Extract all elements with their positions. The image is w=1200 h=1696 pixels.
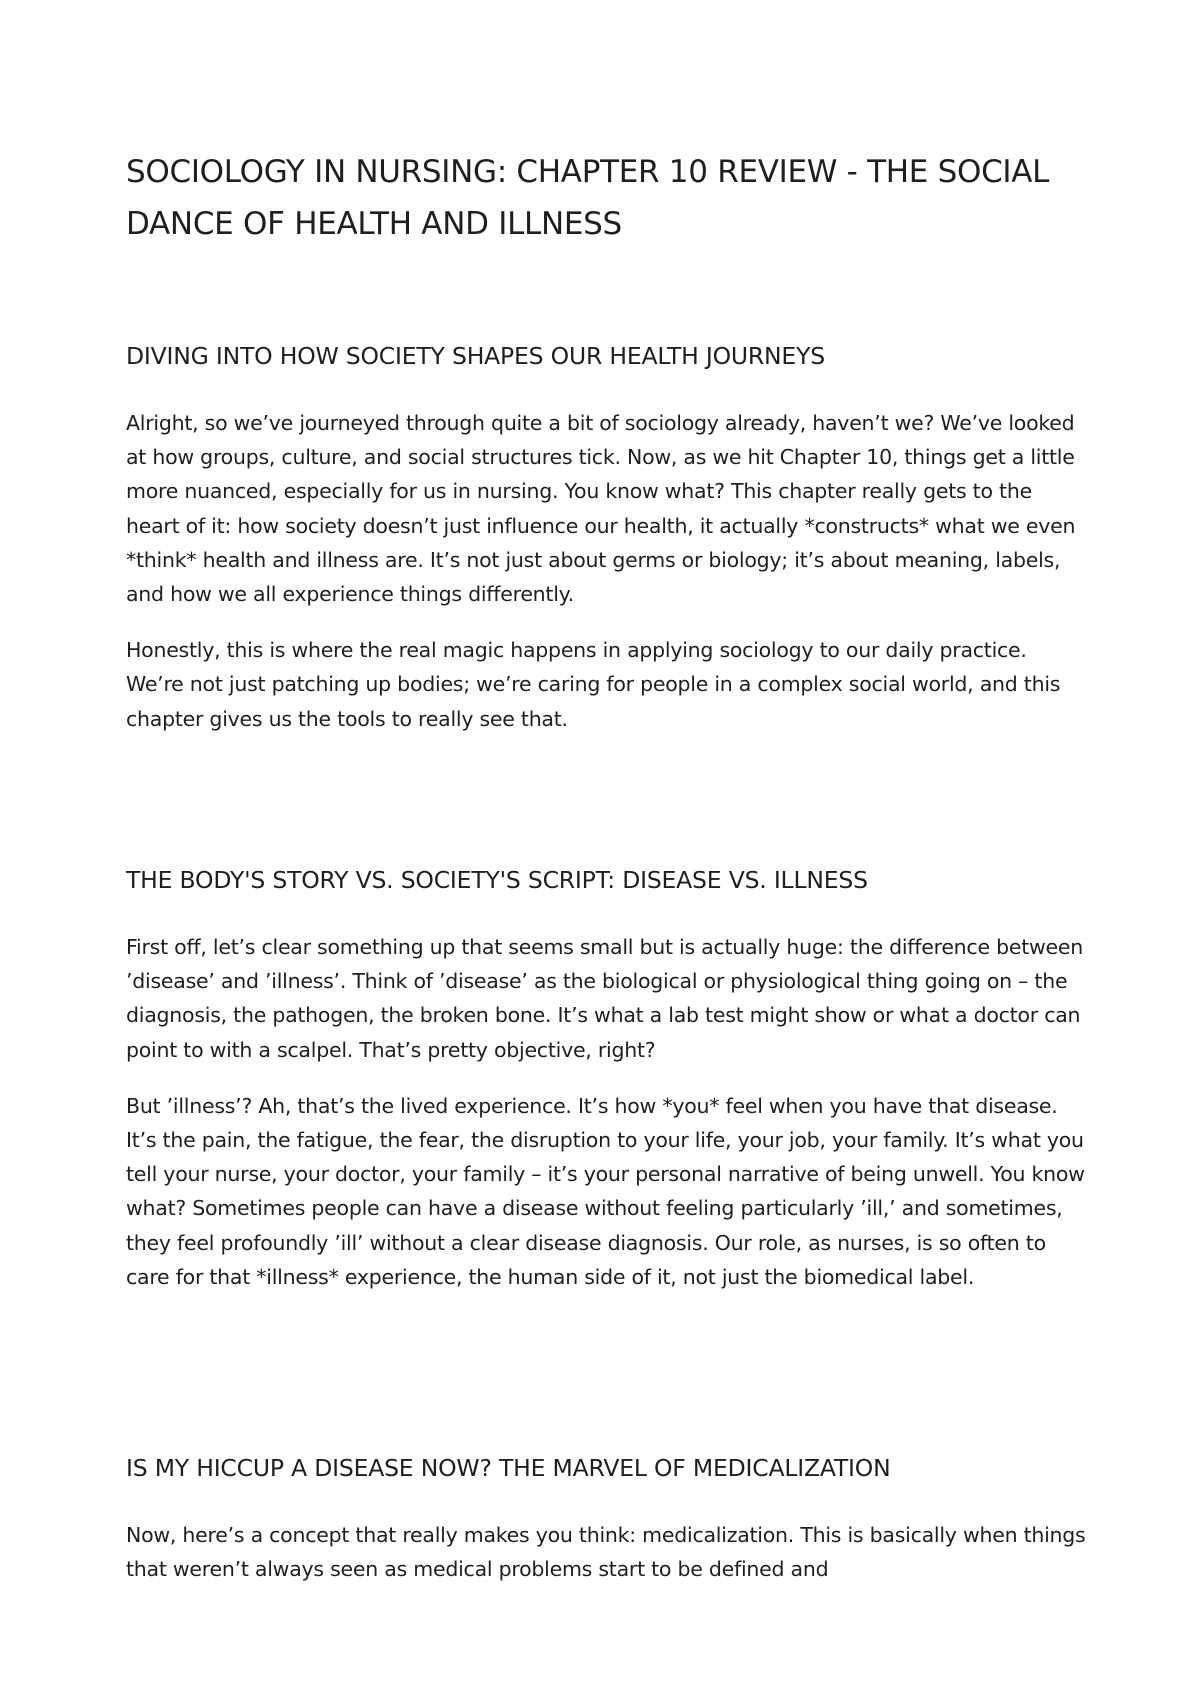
paragraph: First off, let’s clear something up that seems small but is actually huge: the difference between ’disease’ and ’illness’. Think of ’disease’ as the biological or physiological thing going on – the diagnosis, the pathogen, the broken bone. It’s what a lab test might show or what a doctor can point to with a scalpel. That’s pretty objective, right? — [126, 935, 1083, 1062]
document-title: SOCIOLOGY IN NURSING: CHAPTER 10 REVIEW - THE SOCIAL DANCE OF HEALTH AND ILLNESS — [126, 154, 1050, 242]
paragraph: Alright, so we’ve journeyed through quite a bit of sociology already, haven’t we? We’ve looked at how groups, culture, and social structures tick. Now, as we hit Chapter 10, things get a little more nuanced, especially for us in nursing. You know what? This chapter really gets to the heart of it: how society doesn’t just influence our health, it actually *constructs* what we even *think* health and illness are. It’s not just about germs or biology; it’s about meaning, labels, and how we all experience things differently. — [126, 411, 1076, 607]
section-heading: DIVING INTO HOW SOCIETY SHAPES OUR HEALTH JOURNEYS — [126, 342, 825, 370]
section-disease-vs-illness — [126, 864, 1086, 1294]
section-heading: THE BODY'S STORY VS. SOCIETY'S SCRIPT: DISEASE VS. ILLNESS — [126, 866, 868, 894]
section-society-shapes-health — [126, 340, 1086, 736]
section-medicalization — [126, 1452, 1086, 1586]
paragraph: But ’illness’? Ah, that’s the lived experience. It’s how *you* feel when you have that disease. It’s the pain, the fatigue, the fear, the disruption to your life, your job, your family. It’s what you tell your nurse, your doctor, your family – it’s your personal narrative of being unwell. You know what? Sometimes people can have a disease without feeling particularly ’ill,’ and sometimes, they feel profoundly ’ill’ without a clear disease diagnosis. Our role, as nurses, is so often to care for that *illness* experience, the human side of it, not just the biomedical label. — [126, 1093, 1085, 1289]
paragraph: Now, here’s a concept that really makes you think: medicalization. This is basically when things that weren’t always seen as medical problems start to be defined and — [126, 1523, 1086, 1582]
paragraph: Honestly, this is where the real magic happens in applying sociology to our daily practice. We’re not just patching up bodies; we’re caring for people in a complex social world, and this chapter gives us the tools to really see that. — [126, 638, 1061, 731]
section-heading: IS MY HICCUP A DISEASE NOW? THE MARVEL OF MEDICALIZATION — [126, 1454, 891, 1482]
